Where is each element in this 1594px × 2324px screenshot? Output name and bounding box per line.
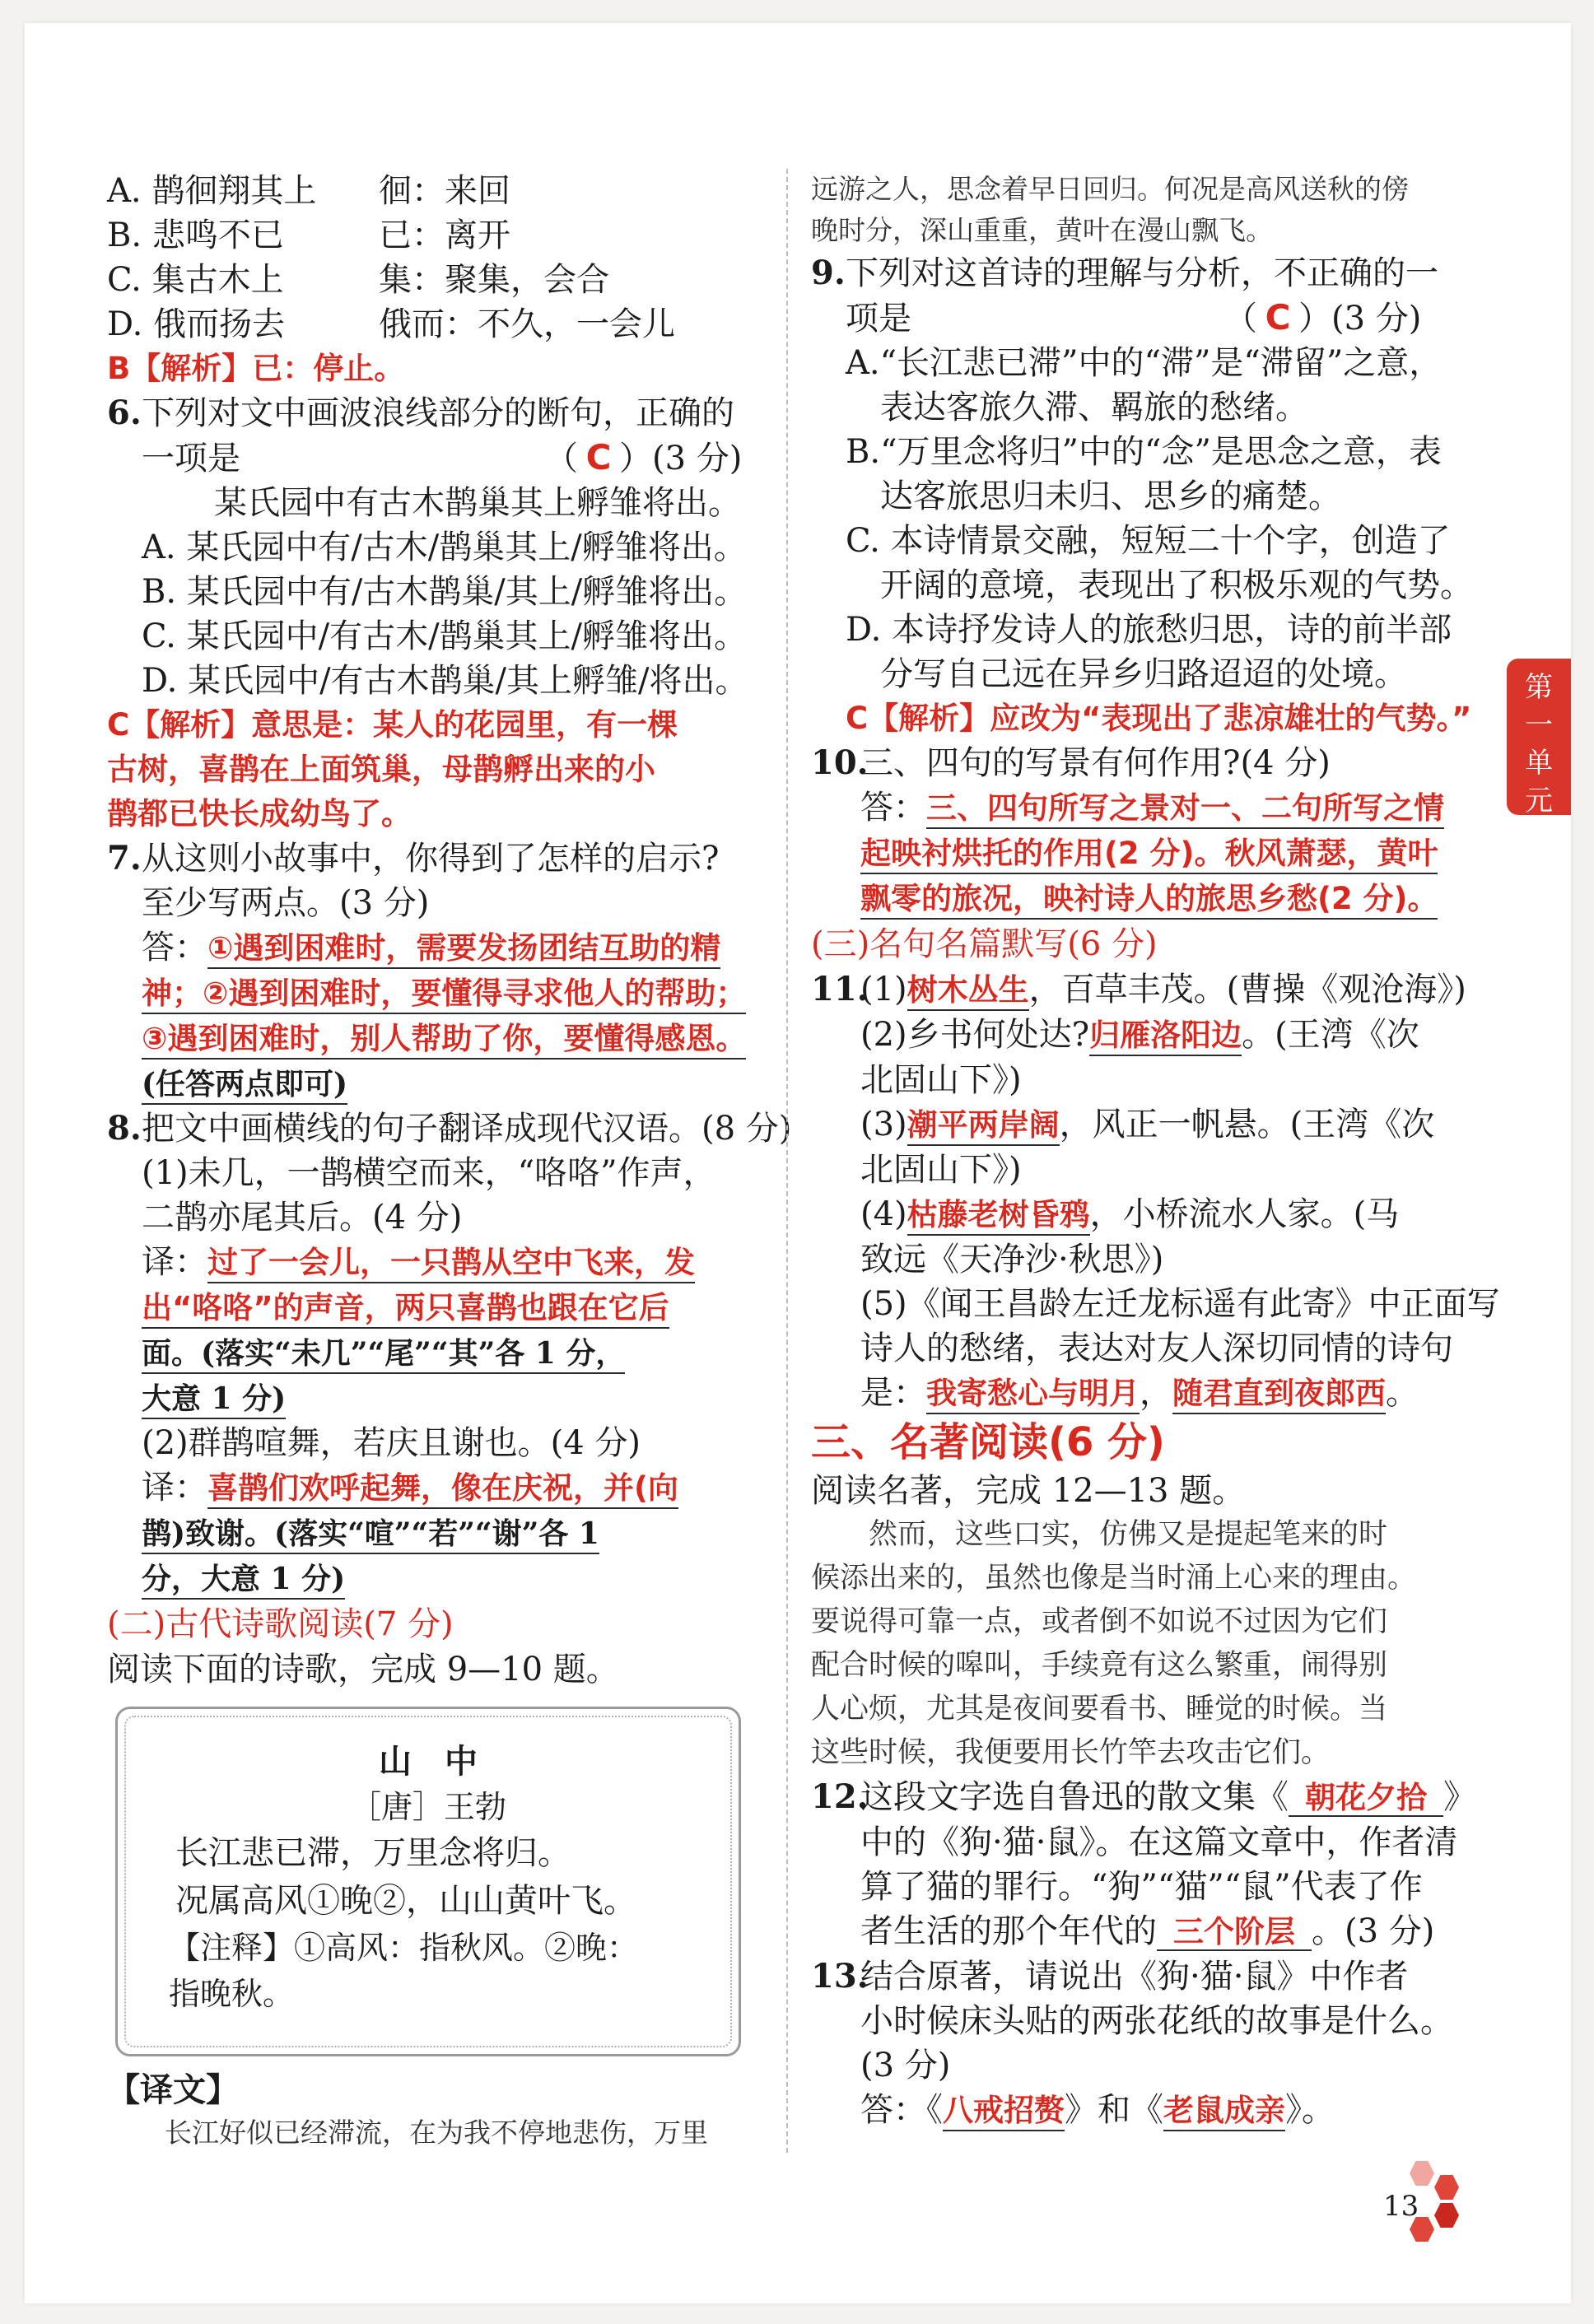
q11-item-5b: 诗人的愁绪，表达对友人深切同情的诗句	[860, 1330, 1453, 1367]
passage-line: 人心烦，尤其是夜间要看书、睡觉的时候。当	[811, 1693, 1388, 1726]
q9-stem-2: 项是 （ C ）(3 分)	[811, 296, 1470, 341]
q10-answer: 起映衬烘托的作用(2 分)。秋风萧瑟，黄叶	[811, 831, 1470, 876]
poem-box	[115, 1707, 741, 2056]
q6-analysis: 鹊都已快长成幼鸟了。	[107, 796, 412, 831]
q11-item-4: (4)枯藤老树昏鸦，小桥流水人家。(马	[811, 1192, 1470, 1237]
q7-stem-2: 至少写两点。(3 分)	[142, 884, 430, 922]
q8-stem: 8.把文中画横线的句子翻译成现代汉语。(8 分)	[107, 1109, 792, 1148]
section-ancient-poetry: (二)古代诗歌阅读(7 分)	[107, 1605, 454, 1643]
q8-sentence-2: (2)群鹊喧舞，若庆且谢也。(4 分)	[142, 1424, 641, 1462]
q11-item-2b: 北固山下》)	[860, 1061, 1022, 1099]
q7-answer-note: (任答两点即可)	[107, 1061, 766, 1106]
q8-sentence-1: (1)未几，一鹊横空而来，“咯咯”作声，	[142, 1154, 716, 1192]
q6-stem-2: 一项是 （ C ）(3 分)	[107, 435, 766, 481]
q6-analysis: C【解析】意思是：某人的花园里，有一棵	[107, 707, 678, 743]
q9-option: 达客旅思归未归、思乡的痛楚。	[880, 477, 1341, 515]
passage-line: 要说得可靠一点，或者倒不如说不过因为它们	[811, 1605, 1388, 1638]
q9-option: 分写自己远在异乡归路迢迢的处境。	[880, 655, 1407, 693]
poem-note: 【注释】①高风：指秋风。②晚：	[169, 1930, 639, 1966]
q8-translation-1: 面。(落实“未几”“尾”“其”各 1 分，	[107, 1330, 766, 1376]
q13-stem-3: (3 分)	[860, 2047, 951, 2084]
page-number: 13	[1383, 2190, 1419, 2223]
q8-translation-2: 分，大意 1 分)	[107, 1556, 766, 1601]
part-classic-reading: 三、名著阅读(6 分)	[811, 1419, 1165, 1465]
poem-note: 指晚秋。	[169, 1976, 295, 2012]
q7-answer: ③遇到困难时，别人帮助了你，要懂得感恩。	[107, 1016, 766, 1061]
poem-title: 山 中	[379, 1742, 478, 1781]
q9-stem: 9.下列对这首诗的理解与分析，不正确的一	[811, 254, 1438, 292]
passage-line: 然而，这些口实，仿佛又是提起笔来的时	[869, 1518, 1388, 1551]
q9-option: D. 本诗抒发诗人的旅愁归思，诗的前半部	[846, 611, 1452, 649]
q7-answer: 答：①遇到困难时，需要发扬团结互助的精	[107, 925, 766, 971]
q11-item-2: (2)乡书何处达?归雁洛阳边。(王湾《次	[811, 1013, 1470, 1058]
unit-side-tab: 第 一 单 元	[1507, 659, 1571, 815]
left-column	[107, 169, 792, 2154]
q13-stem: 13.结合原著，请说出《狗·猫·鼠》中作者	[811, 1957, 1409, 1996]
translation-heading: 【译文】	[107, 2070, 239, 2109]
q11-item-5c: 是：我寄愁心与明月，随君直到夜郎西。	[811, 1371, 1470, 1416]
q11-item-3: (3)潮平两岸阔，风正一帆悬。(王湾《次	[811, 1102, 1470, 1148]
right-column	[811, 169, 1500, 2133]
q8-translation-1: 译：过了一会儿，一只鹊从空中飞来，发	[107, 1240, 766, 1285]
q11-item-4b: 致远《天净沙·秋思》)	[860, 1241, 1164, 1278]
translation-text: 晚时分，深山重重，黄叶在漫山飘飞。	[811, 214, 1273, 246]
q11-item-1: 11.(1)树木丛生，百草丰茂。(曹操《观沧海》)	[811, 967, 1470, 1013]
q6-option: D. 某氏园中/有古木鹊巢/其上孵雏/将出。	[142, 662, 748, 700]
column-divider	[786, 169, 788, 2153]
q12-stem-2: 中的《狗·猫·鼠》。在这篇文章中，作者清	[860, 1823, 1458, 1861]
q5-analysis: B【解析】已：停止。	[107, 351, 405, 386]
q13-stem-2: 小时候床头贴的两张花纸的故事是什么。	[860, 2002, 1453, 2040]
passage-line: 配合时候的嗥叫，手续竟有这么繁重，闹得别	[811, 1649, 1388, 1682]
section-recitation: (三)名句名篇默写(6 分)	[811, 925, 1158, 963]
q9-option: 表达客旅久滞、羁旅的愁绪。	[880, 389, 1308, 426]
q12-stem-3: 算了猫的罪行。“狗”“猫”“鼠”代表了作	[860, 1868, 1423, 1906]
translation-text: 远游之人，思念着早日回归。何况是高风送秋的傍	[811, 173, 1409, 205]
q9-option: B.“万里念将归”中的“念”是思念之意，表	[846, 433, 1442, 471]
q5-option-a: A. 鹊徊翔其上 徊：来回	[107, 172, 510, 210]
q9-analysis: C【解析】应改为“表现出了悲凉雄壮的气势。”	[846, 701, 1472, 736]
q6-answer: C	[585, 437, 612, 477]
q6-option: C. 某氏园中/有古木/鹊巢其上/孵雏将出。	[142, 617, 748, 655]
q7-answer: 神；②遇到困难时，要懂得寻求他人的帮助；	[107, 971, 766, 1016]
q5-option-d: D. 俄而扬去 俄而：不久，一会儿	[107, 305, 675, 343]
part3-intro: 阅读名著，完成 12—13 题。	[811, 1472, 1246, 1510]
q13-answer: 答：《八戒招赘》和《老鼠成亲》。	[811, 2088, 1470, 2133]
q5-option-c: C. 集古木上 集：聚集，会合	[107, 261, 609, 299]
poem-intro: 阅读下面的诗歌，完成 9—10 题。	[107, 1651, 619, 1688]
q7-stem: 7.从这则小故事中，你得到了怎样的启示?	[107, 839, 720, 878]
q9-option: C. 本诗情景交融，短短二十个字，创造了	[846, 522, 1451, 560]
q8-translation-1: 大意 1 分)	[107, 1376, 766, 1421]
poem-line: 长江悲已滞，万里念将归。	[175, 1834, 571, 1872]
q9-answer: C	[1265, 297, 1291, 338]
q9-option: 开阔的意境，表现出了积极乐观的气势。	[880, 566, 1473, 604]
q8-sentence-1b: 二鹊亦尾其后。(4 分)	[142, 1199, 463, 1237]
q6-stem: 6.下列对文中画波浪线部分的断句，正确的	[107, 394, 734, 432]
q10-stem: 10.三、四句的写景有何作用?(4 分)	[811, 743, 1331, 782]
q11-item-3b: 北固山下》)	[860, 1151, 1022, 1189]
q12-stem: 12.这段文字选自鲁迅的散文集《 朝花夕拾 》	[811, 1777, 1476, 1816]
q12-stem-4: 者生活的那个年代的 三个阶层 。(3 分)	[860, 1912, 1435, 1950]
translation-text: 长江好似已经滞流，在为我不停地悲伤，万里	[165, 2117, 708, 2149]
q8-translation-1: 出“咯咯”的声音，两只喜鹊也跟在它后	[107, 1285, 766, 1330]
q6-option: A. 某氏园中有/古木/鹊巢其上/孵雏将出。	[142, 529, 747, 566]
q5-option-b: B. 悲鸣不已 已：离开	[107, 217, 510, 254]
q10-answer: 答：三、四句所写之景对一、二句所写之情	[811, 785, 1470, 831]
q11-item-5: (5)《闻王昌龄左迁龙标遥有此寄》中正面写	[860, 1285, 1500, 1323]
q6-analysis: 古树，喜鹊在上面筑巢，母鹊孵出来的小	[107, 752, 655, 787]
poem-author: ［唐］王勃	[349, 1789, 506, 1825]
q6-sentence: 某氏园中有古木鹊巢其上孵雏将出。	[214, 484, 741, 522]
passage-line: 候添出来的，虽然也像是当时涌上心来的理由。	[811, 1562, 1417, 1595]
q9-option: A.“长江悲已滞”中的“滞”是“滞留”之意，	[846, 344, 1443, 382]
passage-line: 这些时候，我便要用长竹竿去攻击它们。	[811, 1736, 1331, 1769]
q6-option: B. 某氏园中有/古木鹊巢/其上/孵雏将出。	[142, 573, 748, 611]
q10-answer: 飘零的旅况，映衬诗人的旅思乡愁(2 分)。	[811, 876, 1470, 921]
q8-translation-2: 鹊)致谢。(落实“喧”“若”“谢”各 1	[107, 1511, 766, 1556]
q8-translation-2: 译：喜鹊们欢呼起舞，像在庆祝，并(向	[107, 1465, 766, 1511]
poem-line: 况属高风①晚②，山山黄叶飞。	[175, 1882, 636, 1920]
